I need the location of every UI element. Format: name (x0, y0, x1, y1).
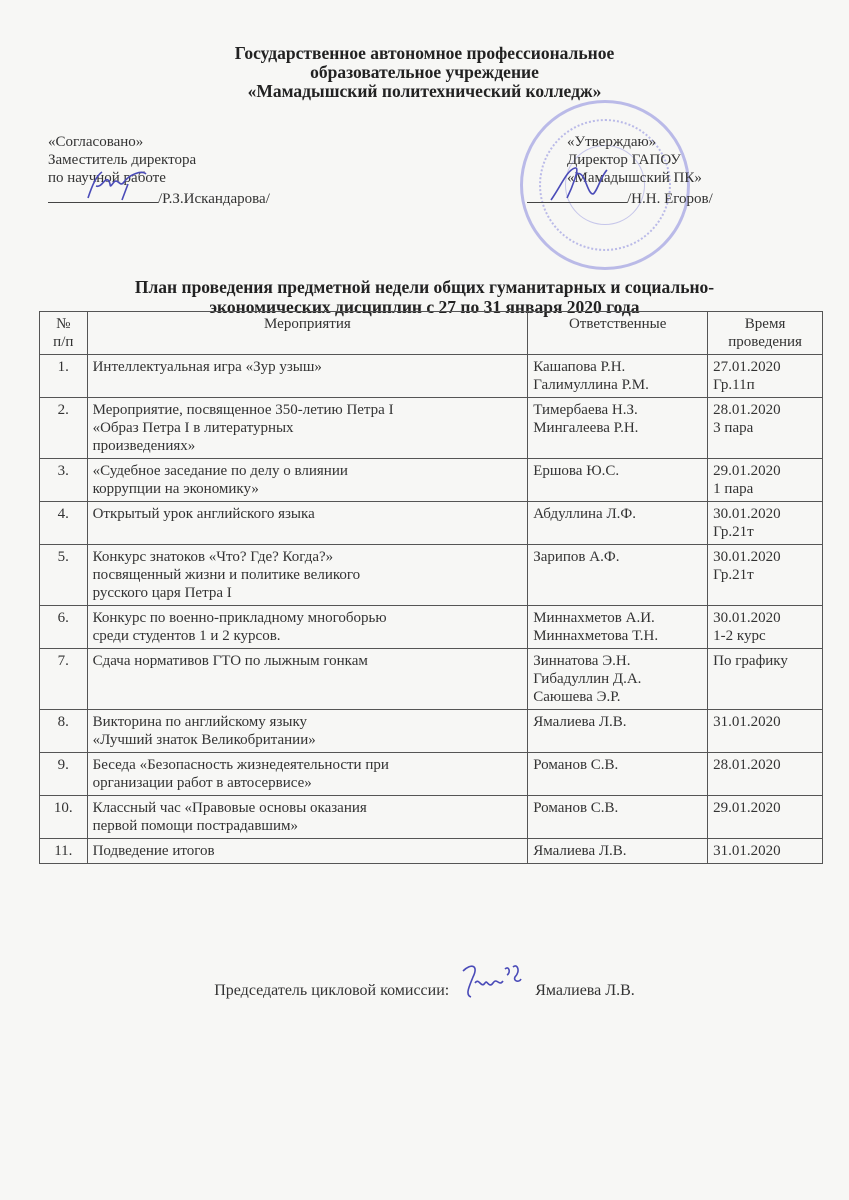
responsible-cell-line: Ямалиева Л.В. (533, 843, 627, 859)
event-cell-line: Викторина по английскому языку (92, 714, 308, 730)
event-cell (87, 839, 528, 864)
signature-mark (82, 168, 152, 202)
responsible-cell (528, 398, 708, 459)
table-row (40, 796, 823, 839)
time-cell (708, 710, 823, 753)
time-cell-line: 27.01.2020 (713, 359, 781, 375)
time-cell-line: Гр.21т (713, 524, 754, 540)
row-number: 6. (40, 606, 88, 649)
event-cell (87, 355, 528, 398)
plan-title-line-2: экономических дисциплин с 27 по 31 января 2020 года (209, 297, 640, 317)
header-time (708, 312, 823, 355)
approved-position-1: Директор ГАПОУ (567, 152, 681, 168)
time-cell (708, 398, 823, 459)
time-cell-line: 1-2 курс (713, 628, 766, 644)
responsible-cell-line: Абдуллина Л.Ф. (533, 506, 636, 522)
time-cell (708, 649, 823, 710)
time-cell-line: По графику (713, 653, 788, 669)
time-cell (708, 355, 823, 398)
responsible-cell (528, 753, 708, 796)
events-table (39, 311, 823, 864)
table-header-row (40, 312, 823, 355)
event-cell (87, 545, 528, 606)
time-cell-line: 31.01.2020 (713, 714, 781, 730)
table-row (40, 355, 823, 398)
time-cell (708, 796, 823, 839)
event-cell-line: Беседа «Безопасность жизнедеятельности при (92, 757, 389, 773)
approved-heading: «Утверждаю» (567, 134, 657, 150)
time-cell-line: Гр.21т (713, 567, 754, 583)
responsible-cell-line: Мингалеева Р.Н. (533, 420, 639, 436)
table-row (40, 839, 823, 864)
table-row (40, 545, 823, 606)
responsible-cell-line: Ершова Ю.С. (533, 463, 620, 479)
row-number: 4. (40, 502, 88, 545)
chair-label: Председатель цикловой комиссии: (214, 982, 450, 999)
event-cell-line: Сдача нормативов ГТО по лыжным гонкам (92, 653, 368, 669)
signature-mark (541, 164, 621, 204)
time-cell-line: 1 пара (713, 481, 754, 497)
table-row (40, 710, 823, 753)
signature-mark (457, 961, 527, 1001)
time-cell-line: 30.01.2020 (713, 549, 781, 565)
header-time-line-2: проведения (728, 334, 802, 350)
event-cell-line: «Судебное заседание по делу о влиянии (92, 463, 348, 479)
time-cell-line: 29.01.2020 (713, 800, 781, 816)
chair-name: Ямалиева Л.В. (535, 982, 635, 999)
table-row (40, 459, 823, 502)
time-cell-line: 29.01.2020 (713, 463, 781, 479)
responsible-cell-line: Миннахметова Т.Н. (533, 628, 659, 644)
responsible-cell-line: Романов С.В. (533, 757, 619, 773)
responsible-cell-line: Саюшева Э.Р. (533, 689, 621, 705)
responsible-cell (528, 839, 708, 864)
time-cell-line: 28.01.2020 (713, 757, 781, 773)
responsible-cell-line: Романов С.В. (533, 800, 619, 816)
table-row (40, 753, 823, 796)
header-event: Мероприятия (87, 312, 528, 355)
time-cell (708, 545, 823, 606)
org-line-3: «Мамадышский политехнический колледж» (247, 81, 602, 101)
responsible-cell-line: Ямалиева Л.В. (533, 714, 627, 730)
header-time-line-1: Время (744, 316, 786, 332)
responsible-cell-line: Галимуллина Р.М. (533, 377, 649, 393)
time-cell (708, 753, 823, 796)
responsible-cell-line: Кашапова Р.Н. (533, 359, 626, 375)
event-cell-line: Классный час «Правовые основы оказания (92, 800, 367, 816)
row-number: 8. (40, 710, 88, 753)
agreed-heading: «Согласовано» (48, 134, 144, 150)
table-row (40, 606, 823, 649)
event-cell-line: Конкурс по военно-прикладному многоборью (92, 610, 387, 626)
approved-name: /Н.Н. Егоров/ (627, 191, 713, 207)
plan-title-line-1: План проведения предметной недели общих гуманитарных и социально- (134, 277, 715, 297)
event-cell-line: Конкурс знатоков «Что? Где? Когда?» (92, 549, 334, 565)
responsible-cell-line: Зарипов А.Ф. (533, 549, 620, 565)
event-cell-line: посвященный жизни и политике великого (92, 567, 361, 583)
time-cell-line: Гр.11п (713, 377, 755, 393)
approved-position-2: «Мамадышский ПК» (567, 170, 702, 186)
responsible-cell (528, 710, 708, 753)
time-cell (708, 459, 823, 502)
responsible-cell-line: Тимербаева Н.З. (533, 402, 638, 418)
time-cell (708, 502, 823, 545)
event-cell-line: «Лучший знаток Великобритании» (92, 732, 316, 748)
event-cell-line: коррупции на экономику» (92, 481, 259, 497)
event-cell (87, 398, 528, 459)
table-row (40, 502, 823, 545)
responsible-cell-line: Миннахметов А.И. (533, 610, 655, 626)
event-cell-line: русского царя Петра I (92, 585, 232, 601)
header-number (40, 312, 88, 355)
event-cell-line: «Образ Петра I в литературных (92, 420, 294, 436)
responsible-cell (528, 545, 708, 606)
row-number: 5. (40, 545, 88, 606)
agreed-position-2: по научной работе (48, 170, 166, 186)
responsible-cell-line: Зиннатова Э.Н. (533, 653, 631, 669)
row-number: 1. (40, 355, 88, 398)
event-cell-line: организации работ в автосервисе» (92, 775, 312, 791)
event-cell-line: среди студентов 1 и 2 курсов. (92, 628, 281, 644)
chair-signature (453, 985, 531, 995)
time-cell-line: 28.01.2020 (713, 402, 781, 418)
event-cell (87, 710, 528, 753)
row-number: 9. (40, 753, 88, 796)
header-number-symbol: № (56, 316, 71, 332)
org-line-2: образовательное учреждение (310, 62, 539, 82)
event-cell (87, 649, 528, 710)
row-number: 3. (40, 459, 88, 502)
event-cell (87, 502, 528, 545)
responsible-cell (528, 459, 708, 502)
event-cell (87, 459, 528, 502)
event-cell-line: произведениях» (92, 438, 196, 454)
row-number: 2. (40, 398, 88, 459)
responsible-cell (528, 796, 708, 839)
row-number: 7. (40, 649, 88, 710)
event-cell-line: Интеллектуальная игра «Зур узыш» (92, 359, 322, 375)
responsible-cell (528, 502, 708, 545)
event-cell-line: Открытый урок английского языка (92, 506, 315, 522)
table-row (40, 398, 823, 459)
event-cell-line: первой помощи пострадавшим» (92, 818, 298, 834)
commission-chair-signature (0, 982, 849, 1000)
event-cell (87, 753, 528, 796)
header-number-label: п/п (53, 334, 74, 350)
event-cell (87, 606, 528, 649)
time-cell-line: 3 пара (713, 420, 754, 436)
row-number: 10. (40, 796, 88, 839)
responsible-cell (528, 606, 708, 649)
time-cell (708, 606, 823, 649)
row-number: 11. (40, 839, 88, 864)
time-cell (708, 839, 823, 864)
organization-header (0, 44, 849, 101)
responsible-cell (528, 649, 708, 710)
responsible-cell (528, 355, 708, 398)
agreed-name: /Р.З.Искандарова/ (158, 191, 270, 207)
approval-agreed-block (48, 133, 270, 208)
org-line-1: Государственное автономное профессиональное (234, 43, 615, 63)
event-cell-line: Подведение итогов (92, 843, 215, 859)
event-cell (87, 796, 528, 839)
event-cell-line: Мероприятие, посвященное 350-летию Петра I (92, 402, 394, 418)
responsible-cell-line: Гибадуллин Д.А. (533, 671, 642, 687)
time-cell-line: 30.01.2020 (713, 506, 781, 522)
time-cell-line: 31.01.2020 (713, 843, 781, 859)
signature-line (527, 190, 627, 203)
header-responsible: Ответственные (528, 312, 708, 355)
time-cell-line: 30.01.2020 (713, 610, 781, 626)
signature-line (48, 190, 158, 203)
approval-approved-block (567, 133, 713, 208)
agreed-position-1: Заместитель директора (48, 152, 197, 168)
table-row (40, 649, 823, 710)
